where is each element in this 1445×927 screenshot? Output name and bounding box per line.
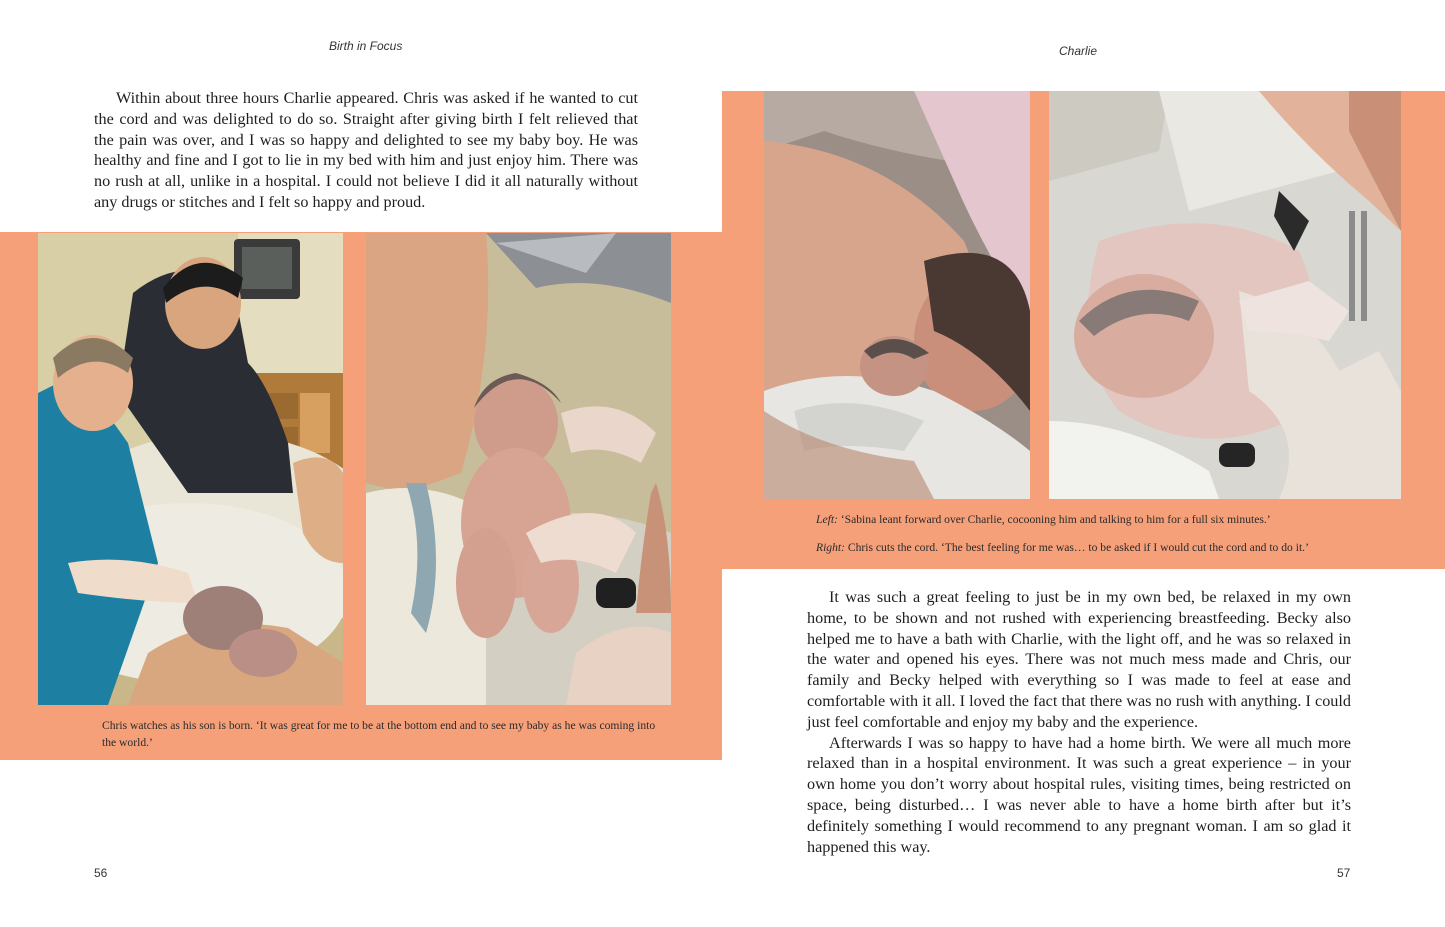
photo-chris-watching-birth (38, 233, 343, 705)
running-header-left: Birth in Focus (329, 39, 403, 53)
paragraph: Within about three hours Charlie appeared. Chris was asked if he wanted to cut the cord and was delighted to do so. Straight after giving birth I felt relieved that the pain was over, and I was so happy and delighted to see my baby boy. He was healthy and fine and I got to lie in my bed with him and just enjoy him. There was no rush at all, unlike in a hospital. I could not believe I did it all naturally without any drugs or stitches and I felt so happy and proud. (94, 89, 638, 211)
paragraph: Afterwards I was so happy to have had a home birth. We were all much more relaxed than in a hospital environment. It was such a great experience – in your own home you don’t worry about hospital rules, visiting times, being restricted on space, being disturbed… I was never able to have a home birth after but it’s definitely something I would recommend to any pregnant woman. I am so glad it happened this way. (807, 733, 1351, 856)
caption-text-right: Chris cuts the cord. ‘The best feeling for me was… to be asked if I would cut the cord and to do it.’ (844, 541, 1309, 554)
page-number-right: 57 (1337, 866, 1351, 880)
paragraph: It was such a great feeling to just be in my own bed, be relaxed in my own home, to be shown and not rushed with experiencing breastfeeding. Becky also helped me to have a bath with Charlie, with the light off, and he was so relaxed in the water and opened his eyes. There was not much mess made and Chris, our family and Becky helped with everything so I was made to feel at ease and comfortable with it all. I loved the fact that there was no rush with anything. I could just feel comfortable and enjoy my baby and the experience. (807, 588, 1351, 731)
running-header-right: Charlie (1059, 44, 1098, 58)
photo-chris-cuts-cord (1049, 91, 1401, 499)
caption-text: Chris watches as his son is born. ‘It was great for me to be at the bottom end and to see my baby as he was coming into the world.’ (102, 719, 656, 749)
right-body-text (807, 587, 1351, 857)
caption-label-right: Right: (816, 541, 845, 554)
left-photo-caption (102, 717, 662, 751)
caption-left (816, 511, 1376, 528)
caption-label-left: Left: (816, 513, 838, 526)
caption-right (816, 539, 1376, 556)
photo-sabina-cocooning (764, 91, 1030, 499)
photo-newborn-lifted (366, 233, 671, 705)
page-number-left: 56 (94, 866, 108, 880)
left-body-paragraph (94, 88, 638, 213)
right-photo-caption (816, 511, 1376, 556)
caption-text-left: ‘Sabina leant forward over Charlie, cocooning him and talking to him for a full six minutes.’ (837, 513, 1271, 526)
